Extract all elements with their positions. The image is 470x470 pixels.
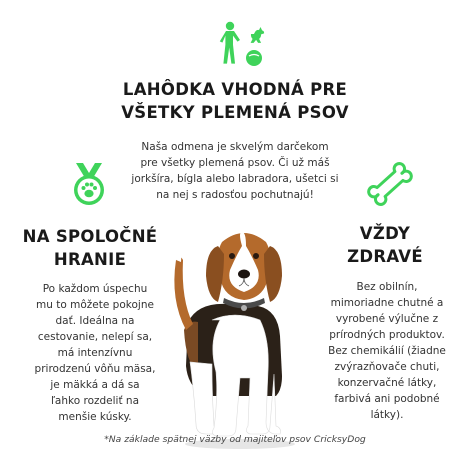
beagle-dog-image	[160, 212, 310, 452]
top-title-line2: VŠETKY PLEMENÁ PSOV	[121, 103, 349, 122]
right-text-line: Bez chemikálií (žiadne	[328, 345, 446, 357]
left-text-line: mu to môžete pokojne	[36, 299, 154, 311]
right-text-line: prírodných produktov.	[329, 329, 445, 341]
left-text-line: dať. Ideálna na	[55, 315, 135, 327]
footnote: *Na základe spätnej väzby od majiteľov psov CricksyDog	[104, 434, 366, 445]
left-text-line: je mäkká a dá sa	[50, 379, 140, 391]
top-text-line3: jorkšíra, bígla alebo labradora, ušetci si	[131, 173, 339, 185]
left-text-line: Po každom úspechu	[42, 283, 148, 295]
left-text	[20, 281, 170, 425]
left-text-line: menšie kúsky.	[58, 411, 132, 423]
top-text-line2: pre všetky plemená psov. Či už máš	[140, 157, 330, 169]
right-text-line: vyrobené výlučne z	[335, 313, 439, 325]
right-text	[312, 279, 462, 423]
left-text-line: má intenzívnu	[57, 347, 133, 359]
right-title-line1: VŽDY	[359, 224, 411, 243]
top-text-line4: na nej s radosťou pochutnajú!	[156, 189, 314, 201]
right-text-line: zvýrazňovače chuti,	[334, 361, 440, 373]
left-title-line1: NA SPOLOČNÉ	[22, 227, 158, 246]
bone-icon	[364, 160, 416, 208]
right-title-line2: ZDRAVÉ	[347, 247, 423, 266]
right-text-line: farbivá ani podobné	[334, 393, 440, 405]
left-text-line: cestovanie, nelepí sa,	[37, 331, 153, 343]
medal-paw-icon	[70, 161, 108, 209]
right-text-line: mimoriadne chutné a	[330, 297, 444, 309]
left-text-line: ľahko rozdeliť na	[50, 395, 140, 407]
left-title-line2: HRANIE	[53, 250, 127, 269]
right-text-line: konzervačné látky,	[337, 377, 437, 389]
left-text-line: prirodzenú vôňu mäsa,	[34, 363, 156, 375]
right-text-line: Bez obilnín,	[356, 281, 418, 293]
top-title-line1: LAHÔDKA VHODNÁ PRE	[122, 80, 348, 99]
right-text-line: látky).	[370, 409, 404, 421]
top-text-line1: Naša odmena je skvelým darčekom	[141, 141, 329, 153]
person-dog-ball-icon	[216, 20, 270, 72]
